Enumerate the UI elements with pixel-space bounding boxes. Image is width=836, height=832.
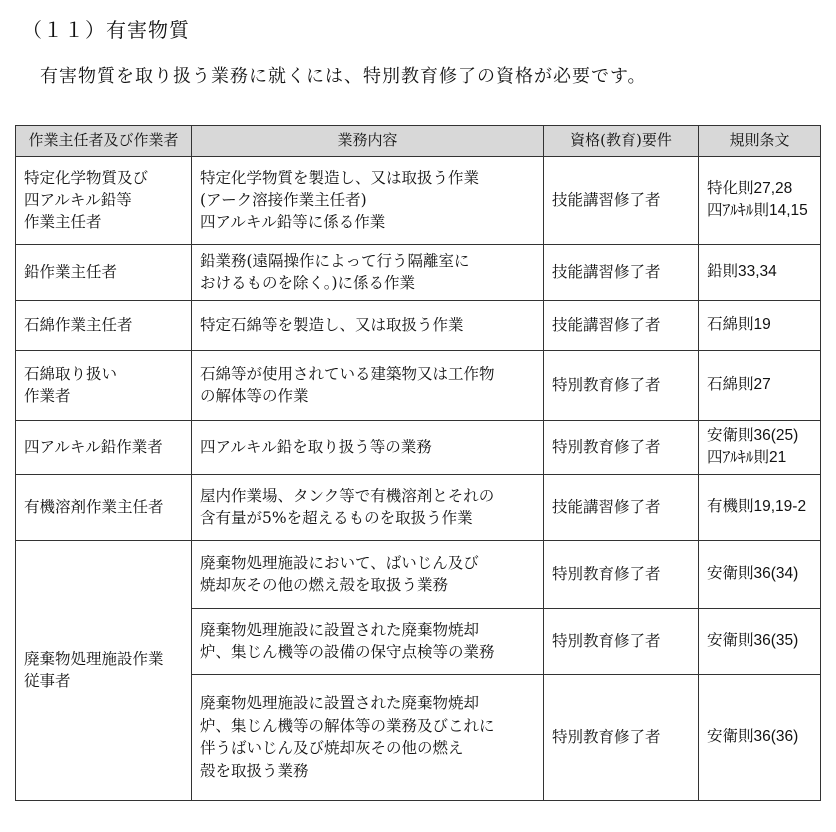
task-cell: 鉛業務(遠隔操作によって行う隔離室に おけるものを除く。)に係る作業 (192, 244, 544, 300)
section-heading: （１１）有害物質 (22, 18, 190, 42)
qualification-cell: 技能講習修了者 (544, 156, 699, 244)
qualification-cell: 特別教育修了者 (544, 420, 699, 474)
table-row (16, 156, 821, 244)
rule-cell: 石綿則27 (699, 350, 821, 420)
rule-cell: 安衛則36(34) (699, 540, 821, 608)
rules-table (15, 125, 821, 801)
task-cell: 石綿等が使用されている建築物又は工作物 の解体等の作業 (192, 350, 544, 420)
rule-cell: 安衛則36(36) (699, 674, 821, 800)
rule-cell: 特化則27,28 四ｱﾙｷﾙ則14,15 (699, 156, 821, 244)
task-cell: 廃棄物処理施設において、ばいじん及び 焼却灰その他の燃え殻を取扱う業務 (192, 540, 544, 608)
rule-cell: 有機則19,19-2 (699, 474, 821, 540)
rule-cell: 鉛則33,34 (699, 244, 821, 300)
role-cell: 四アルキル鉛作業者 (16, 420, 192, 474)
qualification-cell: 技能講習修了者 (544, 474, 699, 540)
qualification-cell: 技能講習修了者 (544, 244, 699, 300)
role-cell: 鉛作業主任者 (16, 244, 192, 300)
qualification-cell: 特別教育修了者 (544, 540, 699, 608)
rule-cell: 安衛則36(25) 四ｱﾙｷﾙ則21 (699, 420, 821, 474)
table-row (16, 540, 821, 608)
header-role: 作業主任者及び作業者 (16, 126, 192, 157)
table-row (16, 474, 821, 540)
header-qualification: 資格(教育)要件 (544, 126, 699, 157)
table-row (16, 420, 821, 474)
role-cell: 有機溶剤作業主任者 (16, 474, 192, 540)
task-cell: 特定化学物質を製造し、又は取扱う作業 (アーク溶接作業主任者) 四アルキル鉛等に係る作業 (192, 156, 544, 244)
qualification-cell: 特別教育修了者 (544, 608, 699, 674)
qualification-cell: 特別教育修了者 (544, 674, 699, 800)
table-row (16, 350, 821, 420)
rule-cell: 石綿則19 (699, 300, 821, 350)
task-cell: 特定石綿等を製造し、又は取扱う作業 (192, 300, 544, 350)
qualification-cell: 技能講習修了者 (544, 300, 699, 350)
intro-text: 有害物質を取り扱う業務に就くには、特別教育修了の資格が必要です。 (40, 66, 647, 87)
header-task: 業務内容 (192, 126, 544, 157)
task-cell: 廃棄物処理施設に設置された廃棄物焼却 炉、集じん機等の解体等の業務及びこれに 伴うばいじん及び焼却灰その他の燃え 殻を取扱う業務 (192, 674, 544, 800)
rule-cell: 安衛則36(35) (699, 608, 821, 674)
role-cell: 特定化学物質及び 四アルキル鉛等 作業主任者 (16, 156, 192, 244)
role-cell: 石綿作業主任者 (16, 300, 192, 350)
task-cell: 屋内作業場、タンク等で有機溶剤とそれの 含有量が5%を超えるものを取扱う作業 (192, 474, 544, 540)
table-row (16, 244, 821, 300)
header-rule: 規則条文 (699, 126, 821, 157)
role-cell: 石綿取り扱い 作業者 (16, 350, 192, 420)
qualification-cell: 特別教育修了者 (544, 350, 699, 420)
role-cell: 廃棄物処理施設作業 従事者 (16, 540, 192, 800)
task-cell: 廃棄物処理施設に設置された廃棄物焼却 炉、集じん機等の設備の保守点検等の業務 (192, 608, 544, 674)
table-row (16, 300, 821, 350)
task-cell: 四アルキル鉛を取り扱う等の業務 (192, 420, 544, 474)
table-header-row (16, 126, 821, 157)
